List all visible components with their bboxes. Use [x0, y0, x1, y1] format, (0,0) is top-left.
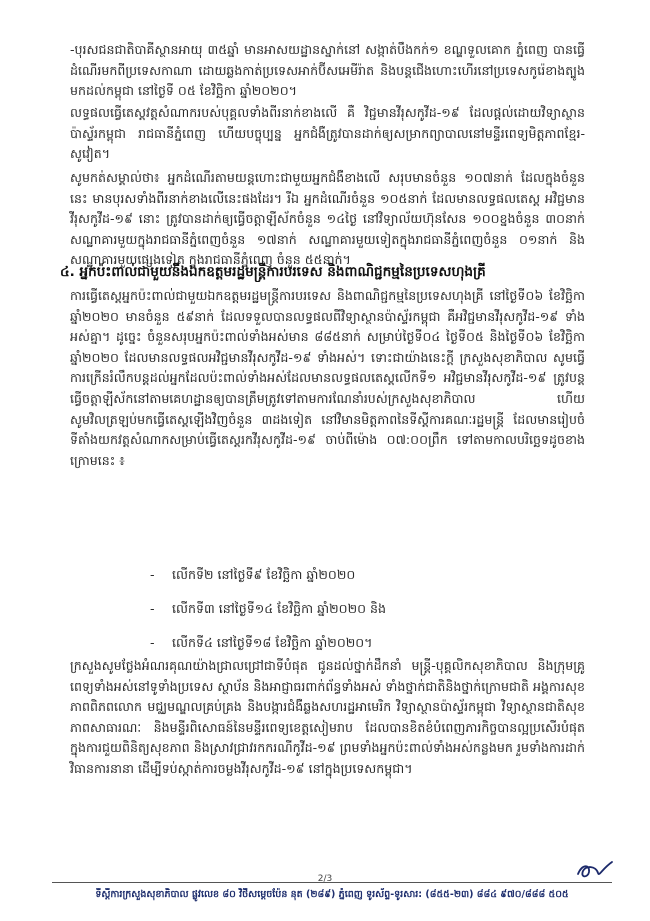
list-item [150, 565, 386, 599]
list-item [150, 599, 386, 633]
bullet-marker: - [150, 567, 155, 582]
paragraph-passenger-notes: សូមកត់សម្គាល់ថា៖ អ្នកដំណើរតាមយន្តហោះជាមួយអ្នកជំងឺខាងលើ សរុបមានចំនួន ១០៧នាក់ ដែលក្នុងចំនួននេះ មានបុរសទាំងពីរនាក់ខាងលើនេះផងដែរ។ រីឯ អ្នកដំណើរចំនួន ១០៥នាក់ ដែលមានលទ្ធផលតេស្ត អវិជ្ជមានវីរុសកូវីដ-១៩ នោះ ត្រូវបានដាក់ឲ្យធ្វើចត្តាឡីស័កចំនួន ១៤ថ្ងៃ នៅវិទ្យាល័យហ៊ុនសែន ១០០ខ្នងចំនួន ៣០នាក់ សណ្ឋាគារមួយក្នុងរាជធានីភ្នំពេញចំនួន ១៧នាក់ សណ្ឋាគារមួយទៀតក្នុងរាជធានីភ្នំពេញចំនួន ០១នាក់ និងសណ្ឋាគារមួយផ្សេងទៀត ក្នុងរាជធានីភ្នំពេញ ចំនួន ៥៥នាក់។ [70, 170, 585, 268]
bullet-marker: - [150, 635, 155, 650]
bullet-text: លើកទី២ នៅថ្ងៃទី៩ ខែវិច្ឆិកា ឆ្នាំ២០២០ [172, 567, 356, 582]
bullet-text: លើកទី៤ នៅថ្ងៃទី១៨ ខែវិច្ឆិកា ឆ្នាំ២០២០។ [172, 635, 373, 650]
paragraph-contacts-testing: ការធ្វើតេស្តអ្នកប៉ះពាល់ជាមួយឯកឧត្តមរដ្ឋមន្ត្រីការបរទេស និងពាណិជ្ជកម្មនៃប្រទេសហុងគ្រី នៅថ្ងៃទី០៦ ខែវិច្ឆិកា ឆ្នាំ២០២០ មានចំនួន ៥៩នាក់ ដែលទទួលបានលទ្ធផលពីវិទ្យាស្ថានប៉ាស្ទ័រកម្ពុជា គឺអវិជ្ជមានវីរុសកូវីដ-១៩ ទាំងអស់គ្នា។ ដូច្នេះ ចំនួនសរុបអ្នកប៉ះពាល់ទាំងអស់មាន ៨៨៥នាក់ សម្រាប់ថ្ងៃទី០៤ ថ្ងៃទី០៥ និងថ្ងៃទី០៦ ខែវិច្ឆិកា ឆ្នាំ២០២០ ដែលមានលទ្ធផលអវិជ្ជមានវីរុសកូវីដ-១៩ ទាំងអស់។ ទោះជាយ៉ាងនេះក្តី ក្រសួងសុខាភិបាល សូមធ្វើការក្រើនរំលឹកបន្តដល់អ្នកដែលប៉ះពាល់ទាំងអស់ដែលមានលទ្ធផលតេស្តលើកទី១ អវិជ្ជមានវីរុសកូវីដ-១៩ ត្រូវបន្តធ្វើចត្តាឡីស័កនៅតាមគេហដ្ឋានឲ្យបានត្រឹមត្រូវទៅតាមការណែនាំរបស់ក្រសួងសុខាភិបាល ហើយសូមវិលត្រឡប់មកធ្វើតេស្តឡើងវិញចំនួន ៣ដងទៀត នៅវិមានមិត្តភាពនៃទីស្តីការគណៈរដ្ឋមន្ត្រី ដែលមានរៀបចំទីតាំងយកវត្តសំណាកសម្រាប់ធ្វើតេស្តរកវីរុសកូវីដ-១៩ ចាប់ពីម៉ោង ០៧:០០ព្រឹក ទៅតាមកាលបរិច្ឆេទដូចខាងក្រោមនេះ ៖ [70, 288, 585, 468]
footer-divider [52, 882, 612, 883]
footer-address: ទីស្តីការក្រសួងសុខាភិបាល ផ្លូវលេខ ៨០ វិថីសម្តេចប៉ែន នុត (២៨៩) ភ្នំពេញ ទូរស័ព្ទ-ទូរសារ: (៨៥៥-២៣) ៨៨៤ ៩៧០/៨៨៨ ៥០៥ [95, 889, 569, 900]
bullet-marker: - [150, 601, 155, 616]
paragraph-test-results: លទ្ធផលធ្វើតេស្តវត្តសំណាករបស់បុគ្គលទាំងពីរនាក់ខាងលើ គឺ វិជ្ជមានវីរុសកូវីដ-១៩ ដែលផ្តល់ដោយវិទ្យាស្ថានប៉ាស្ទ័រកម្ពុជា រាជធានីភ្នំពេញ ហើយបច្ចុប្បន្ន អ្នកជំងឺត្រូវបានដាក់ឲ្យសម្រាកព្យាបាលនៅមន្ទីរពេទ្យមិត្តភាពខ្មែរ-សូវៀត។ [70, 105, 585, 162]
page-number: 2/3 [317, 874, 333, 884]
bullet-text: លើកទី៣ នៅថ្ងៃទី១៤ ខែវិច្ឆិកា ឆ្នាំ២០២០ និង [172, 601, 387, 616]
retest-dates-list [150, 565, 386, 667]
paragraph-case-details: -បុរសជនជាតិបាគីស្ថានអាយុ ៣៥ឆ្នាំ មានអាសយដ្ឋានស្នាក់នៅ សង្កាត់បឹងកក់១ ខណ្ឌទួលគោក ភ្នំពេញ បានធ្វើដំណើរមកពីប្រទេសកាណា ដោយឆ្លងកាត់ប្រទេសអាក់ប៊ីសអេមីរ៉ាត និងបន្តជើងហោះហើរនៅប្រទេសកូរ៉េខាងត្បូង មកដល់កម្ពុជា នៅថ្ងៃទី ០៥ ខែវិច្ឆិកា ឆ្នាំ២០២០។ [70, 42, 585, 99]
paragraph-acknowledgement: ក្រសួងសូមថ្លែងអំណរគុណយ៉ាងជ្រាលជ្រៅជាទីបំផុត ជូនដល់ថ្នាក់ដឹកនាំ មន្ត្រី-បុគ្គលិកសុខាភិបាល និងក្រុមគ្រូពេទ្យទាំងអស់នៅទូទាំងប្រទេស ស្ថាប័ន និងអាជ្ញាធរពាក់ព័ន្ធទាំងអស់ ទាំងថ្នាក់ជាតិនិងថ្នាក់ក្រោមជាតិ អង្គការសុខភាពពិភពលោក មជ្ឈមណ្ឌលគ្រប់គ្រង និងបង្ការជំងឺឆ្លងសហរដ្ឋអាមេរិក វិទ្យាស្ថានប៉ាស្ទ័រកម្ពុជា វិទ្យាស្ថានជាតិសុខភាពសាធារណៈ និងមន្ទីរពិសោធន៍នៃមន្ទីរពេទ្យខេត្តសៀមរាប ដែលបានខិតខំបំពេញភារកិច្ចបានល្អប្រសើរបំផុត ក្នុងការជួយពិនិត្យសុខភាព និងស្រាវជ្រាវរកករណីកូវីដ-១៩ ព្រមទាំងអ្នកប៉ះពាល់ទាំងអស់កន្លងមក រួមទាំងការដាក់វិធានការនានា ដើម្បីទប់ស្កាត់ការចម្លងវីរុសកូវីដ-១៩ នៅក្នុងប្រទេសកម្ពុជា។ [70, 658, 585, 776]
signature-mark [574, 858, 616, 882]
section-heading-4: ៤. អ្នកប៉ះពាល់ជាមួយនឹងឯកឧត្តមរដ្ឋមន្ត្រីការបរទេស និងពាណិជ្ជកម្មនៃប្រទេសហុងគ្រី [60, 264, 486, 280]
